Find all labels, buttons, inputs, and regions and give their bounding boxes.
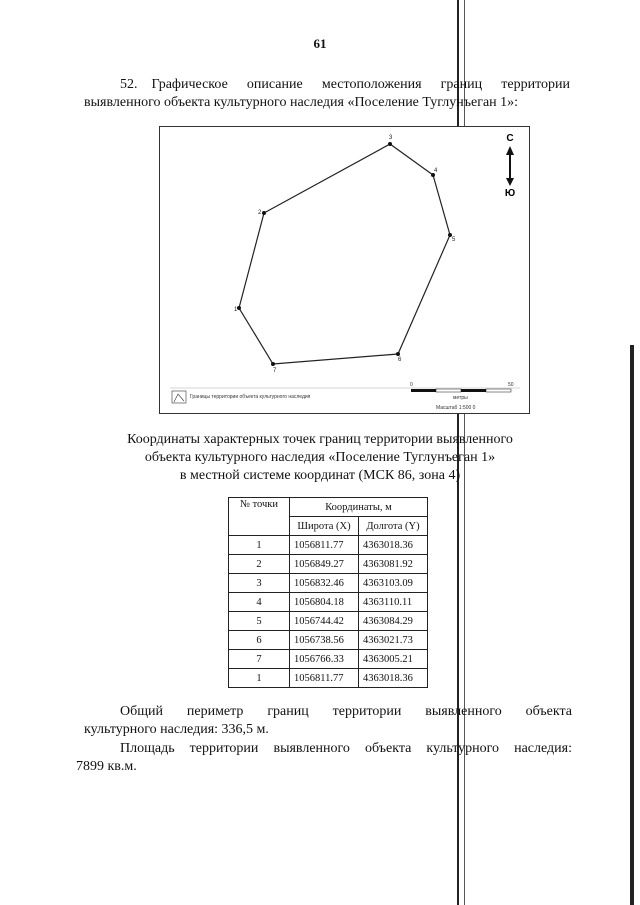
cell-lat: 1056811.77 [290, 669, 359, 688]
cell-lon: 4363018.36 [359, 536, 428, 555]
perimeter-word: периметр [186, 704, 244, 719]
boundary-point-6 [396, 352, 400, 356]
boundary-map-svg [160, 127, 529, 413]
point-label-2: 2 [258, 210, 262, 216]
north-arrow-icon [505, 133, 515, 199]
header-lon: Долгота (Y) [359, 517, 428, 536]
table-row [229, 555, 428, 574]
table-row [229, 593, 428, 612]
perimeter-word: объекта [525, 704, 572, 719]
area-word: объекта [364, 741, 412, 756]
point-label-7: 7 [273, 368, 277, 374]
cell-lat: 1056804.18 [290, 593, 359, 612]
cell-lon: 4363018.36 [359, 669, 428, 688]
boundary-point-2 [262, 211, 266, 215]
table-row [229, 612, 428, 631]
cell-lat: 1056849.27 [290, 555, 359, 574]
table-row [229, 536, 428, 555]
cell-lat: 1056766.33 [290, 650, 359, 669]
perimeter-word: территории [332, 704, 402, 719]
area-line2: 7899 кв.м. [76, 759, 137, 774]
cell-lat: 1056738.56 [290, 631, 359, 650]
page-number: 61 [313, 36, 327, 51]
area-word: выявленного [273, 741, 350, 756]
section-heading-line1 [120, 76, 570, 93]
point-label-6: 6 [398, 357, 402, 363]
table-row [229, 650, 428, 669]
coordinates-title [100, 431, 540, 485]
cell-point: 3 [229, 574, 290, 593]
perimeter-word: границ [267, 704, 309, 719]
scale-label: Масштаб 1:500 0 [436, 405, 476, 411]
boundary-map [159, 126, 530, 414]
area-line1 [120, 740, 572, 757]
coordinates-table [228, 497, 428, 688]
point-label-1: 1 [234, 307, 238, 313]
area-word: Площадь [120, 741, 175, 756]
section-heading-text1: Графическое описание местоположения границ территории [151, 77, 570, 92]
boundary-points [237, 142, 452, 366]
legend-text: Границы территории объекта культурного наследия [190, 394, 311, 400]
scale-max: 50 [508, 382, 514, 388]
point-label-4: 4 [434, 168, 438, 174]
cell-point: 5 [229, 612, 290, 631]
cell-lon: 4363005.21 [359, 650, 428, 669]
cell-point: 2 [229, 555, 290, 574]
perimeter-word: Общий [120, 704, 163, 719]
compass-south-label: Ю [504, 188, 516, 199]
cell-lat: 1056811.77 [290, 536, 359, 555]
header-coords: Координаты, м [290, 498, 428, 517]
compass-north-label: С [506, 133, 514, 144]
cell-lon: 4363081.92 [359, 555, 428, 574]
cell-lon: 4363103.09 [359, 574, 428, 593]
section-number: 52. [120, 77, 138, 92]
scale-bar [410, 382, 514, 411]
coordinates-title-line1: Координаты характерных точек границ территории выявленного [127, 432, 513, 447]
table-row [229, 574, 428, 593]
boundary-point-7 [271, 362, 275, 366]
cell-lon: 4363021.73 [359, 631, 428, 650]
cell-lat: 1056832.46 [290, 574, 359, 593]
area-word: территории [189, 741, 259, 756]
area-word: культурного [426, 741, 500, 756]
cell-lat: 1056744.42 [290, 612, 359, 631]
coordinates-title-line2: объекта культурного наследия «Поселение Туглунъеган 1» [144, 450, 496, 465]
boundary-point-3 [388, 142, 392, 146]
cell-point: 4 [229, 593, 290, 612]
table-row [229, 631, 428, 650]
point-label-5: 5 [452, 237, 456, 243]
cell-lon: 4363084.29 [359, 612, 428, 631]
header-lat: Широта (X) [290, 517, 359, 536]
scale-zero: 0 [410, 382, 413, 388]
cell-point: 6 [229, 631, 290, 650]
header-point: № точки [229, 498, 290, 536]
perimeter-line1 [120, 703, 572, 720]
table-row [229, 669, 428, 688]
perimeter-word: выявленного [425, 704, 502, 719]
boundary-polygon [239, 144, 450, 364]
cell-point: 1 [229, 669, 290, 688]
point-label-3: 3 [389, 135, 393, 141]
cell-point: 1 [229, 536, 290, 555]
perimeter-line2: культурного наследия: 336,5 м. [84, 722, 269, 737]
scale-units: метры [453, 395, 468, 401]
area-word: наследия: [514, 741, 572, 756]
cell-point: 7 [229, 650, 290, 669]
scan-artifact-bar [630, 345, 634, 905]
boundary-point-1 [237, 306, 241, 310]
cell-lon: 4363110.11 [359, 593, 428, 612]
coordinates-title-line3: в местной системе координат (МСК 86, зона 4) [179, 468, 461, 483]
section-heading-line2: выявленного объекта культурного наследия «Поселение Туглунъеган 1»: [84, 95, 519, 110]
